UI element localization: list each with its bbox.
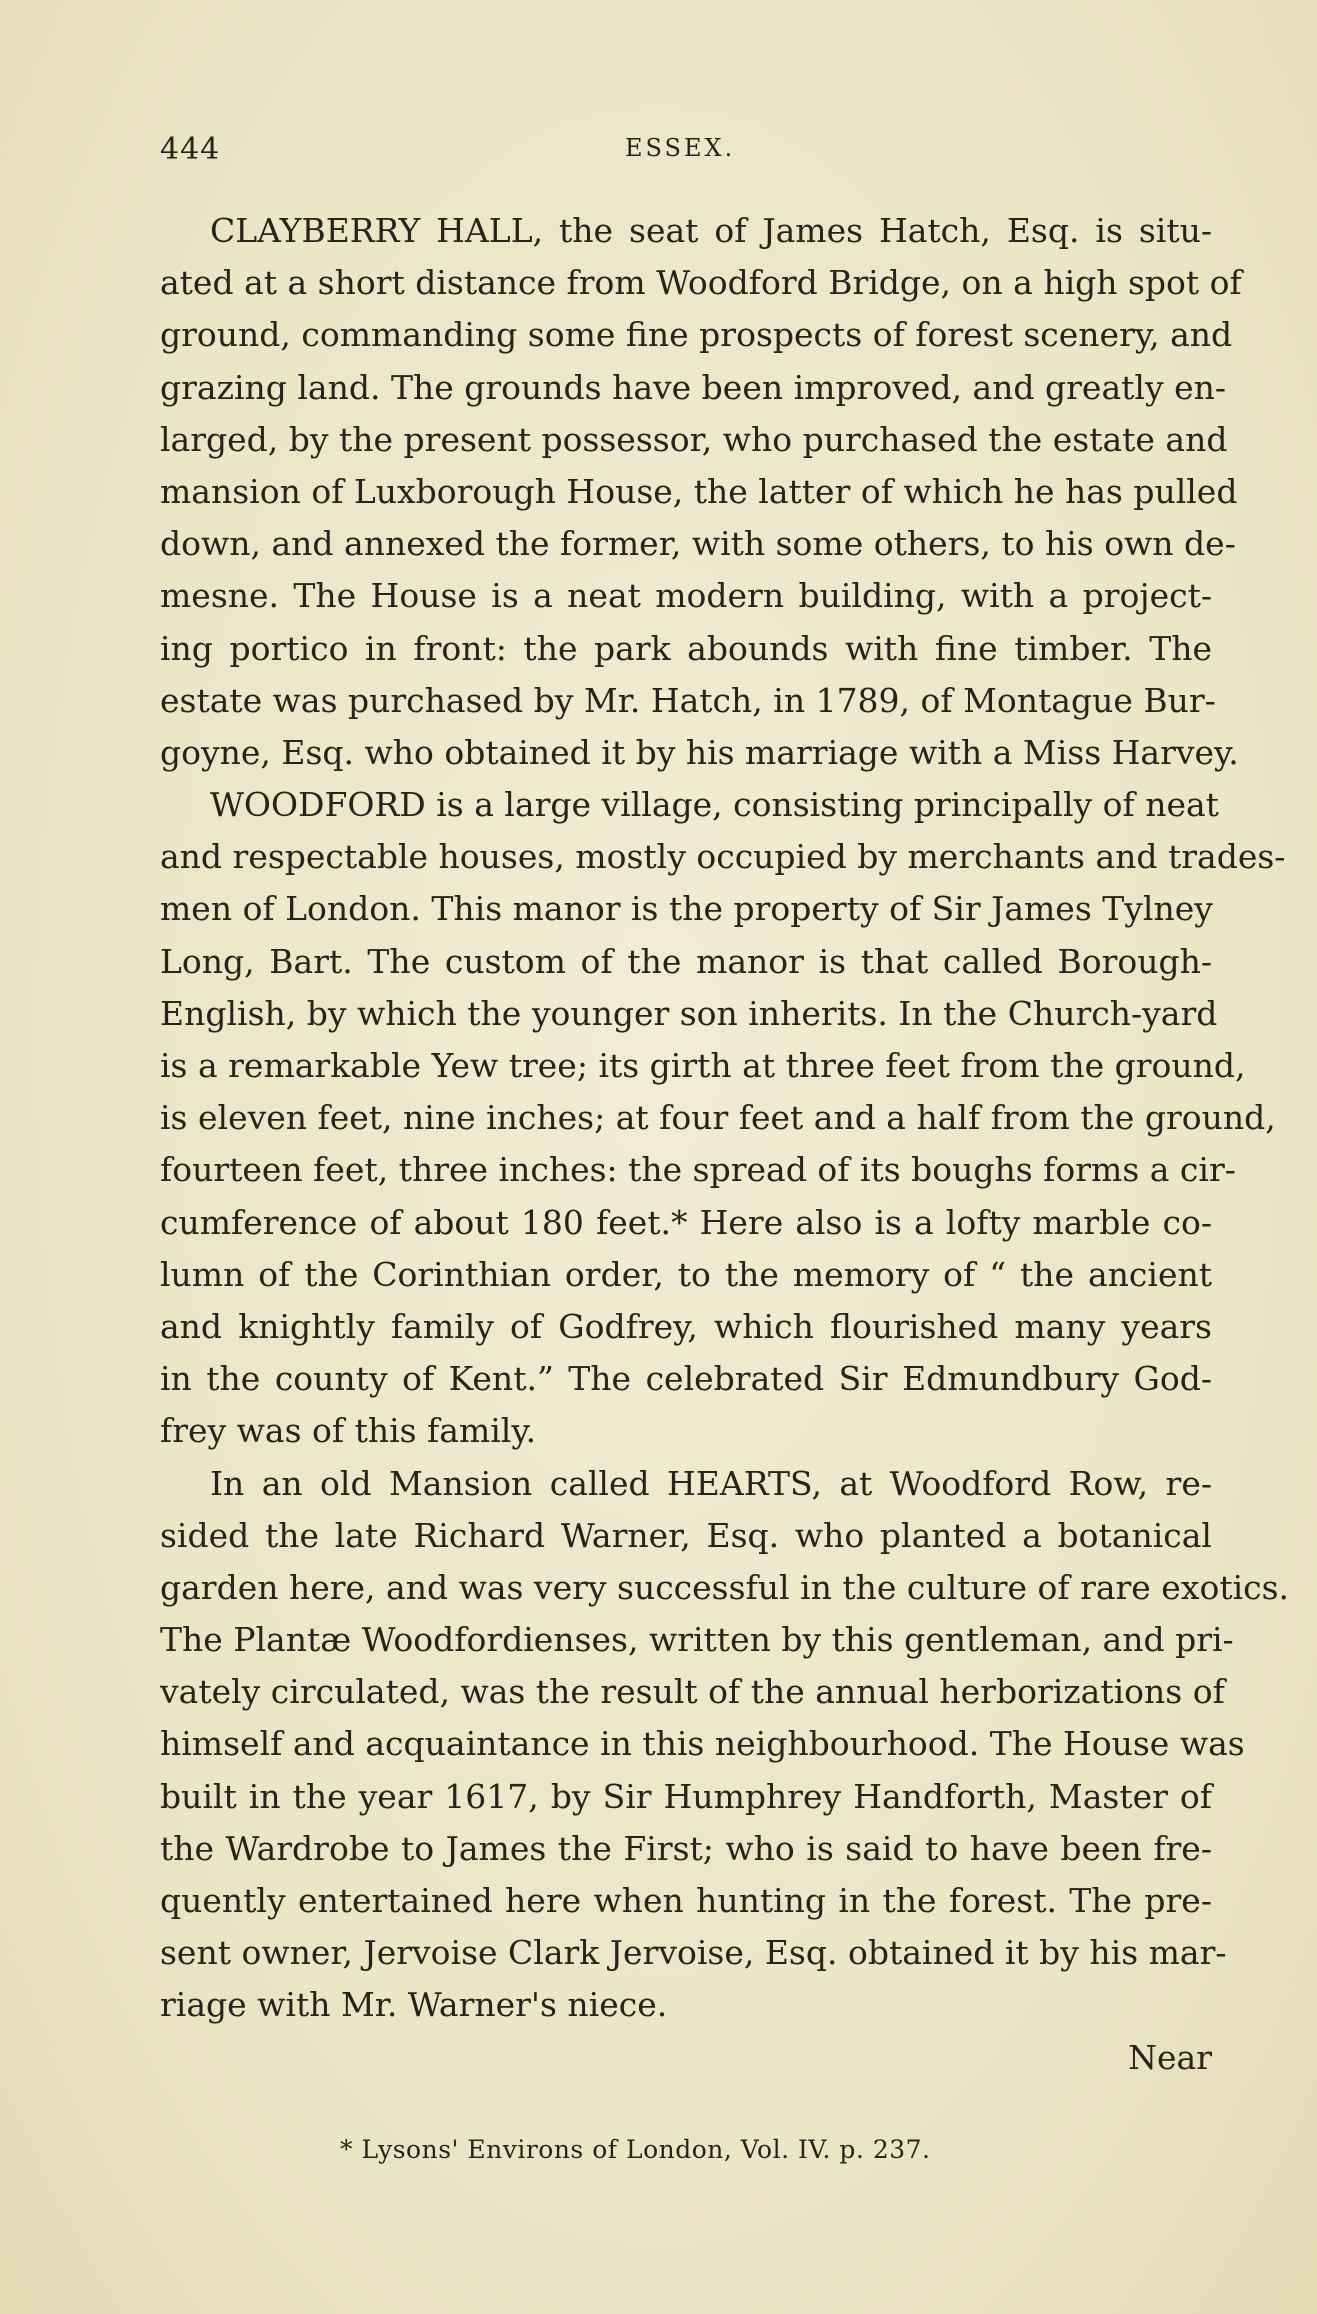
text-line: is eleven feet, nine inches; at four feet and a half from the ground, (160, 1098, 1276, 1138)
text-line: frey was of this family. (160, 1411, 537, 1451)
text-line: larged, by the present possessor, who purchased the estate and (160, 419, 1228, 459)
text-line: riage with Mr. Warner's niece. (160, 1985, 668, 2025)
text-line: CLAYBERRY HALL, the seat of James Hatch, Esq. is situ- (210, 211, 1212, 250)
text-line: grazing land. The grounds have been improved, and greatly en- (160, 367, 1227, 407)
text-line: WOODFORD is a large village, consisting principally of neat (210, 785, 1219, 825)
text-line: is a remarkable Yew tree; its girth at three feet from the ground, (160, 1046, 1246, 1085)
text-line: ground, commanding some fine prospects of forest scenery, and (160, 315, 1233, 355)
text-line: cumference of about 180 feet.* Here also is a lofty marble co- (160, 1202, 1212, 1242)
text-line: mesne. The House is a neat modern building, with a project- (160, 576, 1212, 616)
text-line: In an old Mansion called HEARTS, at Woodford Row, re- (210, 1463, 1212, 1503)
body-text (160, 205, 1290, 2084)
catchword: Near (1128, 2037, 1212, 2077)
text-line: down, and annexed the former, with some others, to his own de- (160, 524, 1236, 564)
text-line: The Plantæ Woodfordienses, written by this gentleman, and pri- (160, 1620, 1234, 1660)
text-line: himself and acquaintance in this neighbourhood. The House was (160, 1724, 1245, 1764)
text-line: ing portico in front: the park abounds with fine timber. The (160, 628, 1212, 668)
text-line: goyne, Esq. who obtained it by his marriage with a Miss Harvey. (160, 732, 1239, 772)
text-line: the Wardrobe to James the First; who is said to have been fre- (160, 1828, 1212, 1868)
text-line: sided the late Richard Warner, Esq. who planted a botanical (160, 1515, 1212, 1555)
text-line: and respectable houses, mostly occupied by merchants and trades- (160, 837, 1286, 877)
running-head: ESSEX. (625, 134, 736, 162)
text-line: Long, Bart. The custom of the manor is that called Borough- (160, 941, 1212, 981)
text-line: mansion of Luxborough House, the latter of which he has pulled (160, 471, 1238, 511)
text-line: fourteen feet, three inches: the spread of its boughs forms a cir- (160, 1150, 1236, 1190)
text-line: English, by which the younger son inherits. In the Church-yard (160, 993, 1218, 1033)
text-line: vately circulated, was the result of the annual herborizations of (160, 1672, 1225, 1712)
text-line: ated at a short distance from Woodford Bridge, on a high spot of (160, 263, 1242, 303)
text-line: and knightly family of Godfrey, which flourished many years (160, 1306, 1212, 1346)
text-line: men of London. This manor is the property of Sir James Tylney (160, 889, 1213, 929)
text-line: garden here, and was very successful in the culture of rare exotics. (160, 1567, 1290, 1607)
page-number: 444 (160, 132, 221, 167)
text-line: lumn of the Corinthian order, to the memory of “ the ancient (160, 1254, 1212, 1294)
page-header (160, 132, 1207, 172)
text-line: estate was purchased by Mr. Hatch, in 1789, of Montague Bur- (160, 680, 1216, 720)
text-line: built in the year 1617, by Sir Humphrey Handforth, Master of (160, 1776, 1212, 1816)
text-line: sent owner, Jervoise Clark Jervoise, Esq. obtained it by his mar- (160, 1933, 1227, 1973)
text-line: quently entertained here when hunting in the forest. The pre- (160, 1881, 1212, 1920)
text-line: in the county of Kent.” The celebrated Sir Edmundbury God- (160, 1359, 1212, 1399)
footnote: * Lysons' Environs of London, Vol. IV. p. 237. (340, 2135, 931, 2164)
